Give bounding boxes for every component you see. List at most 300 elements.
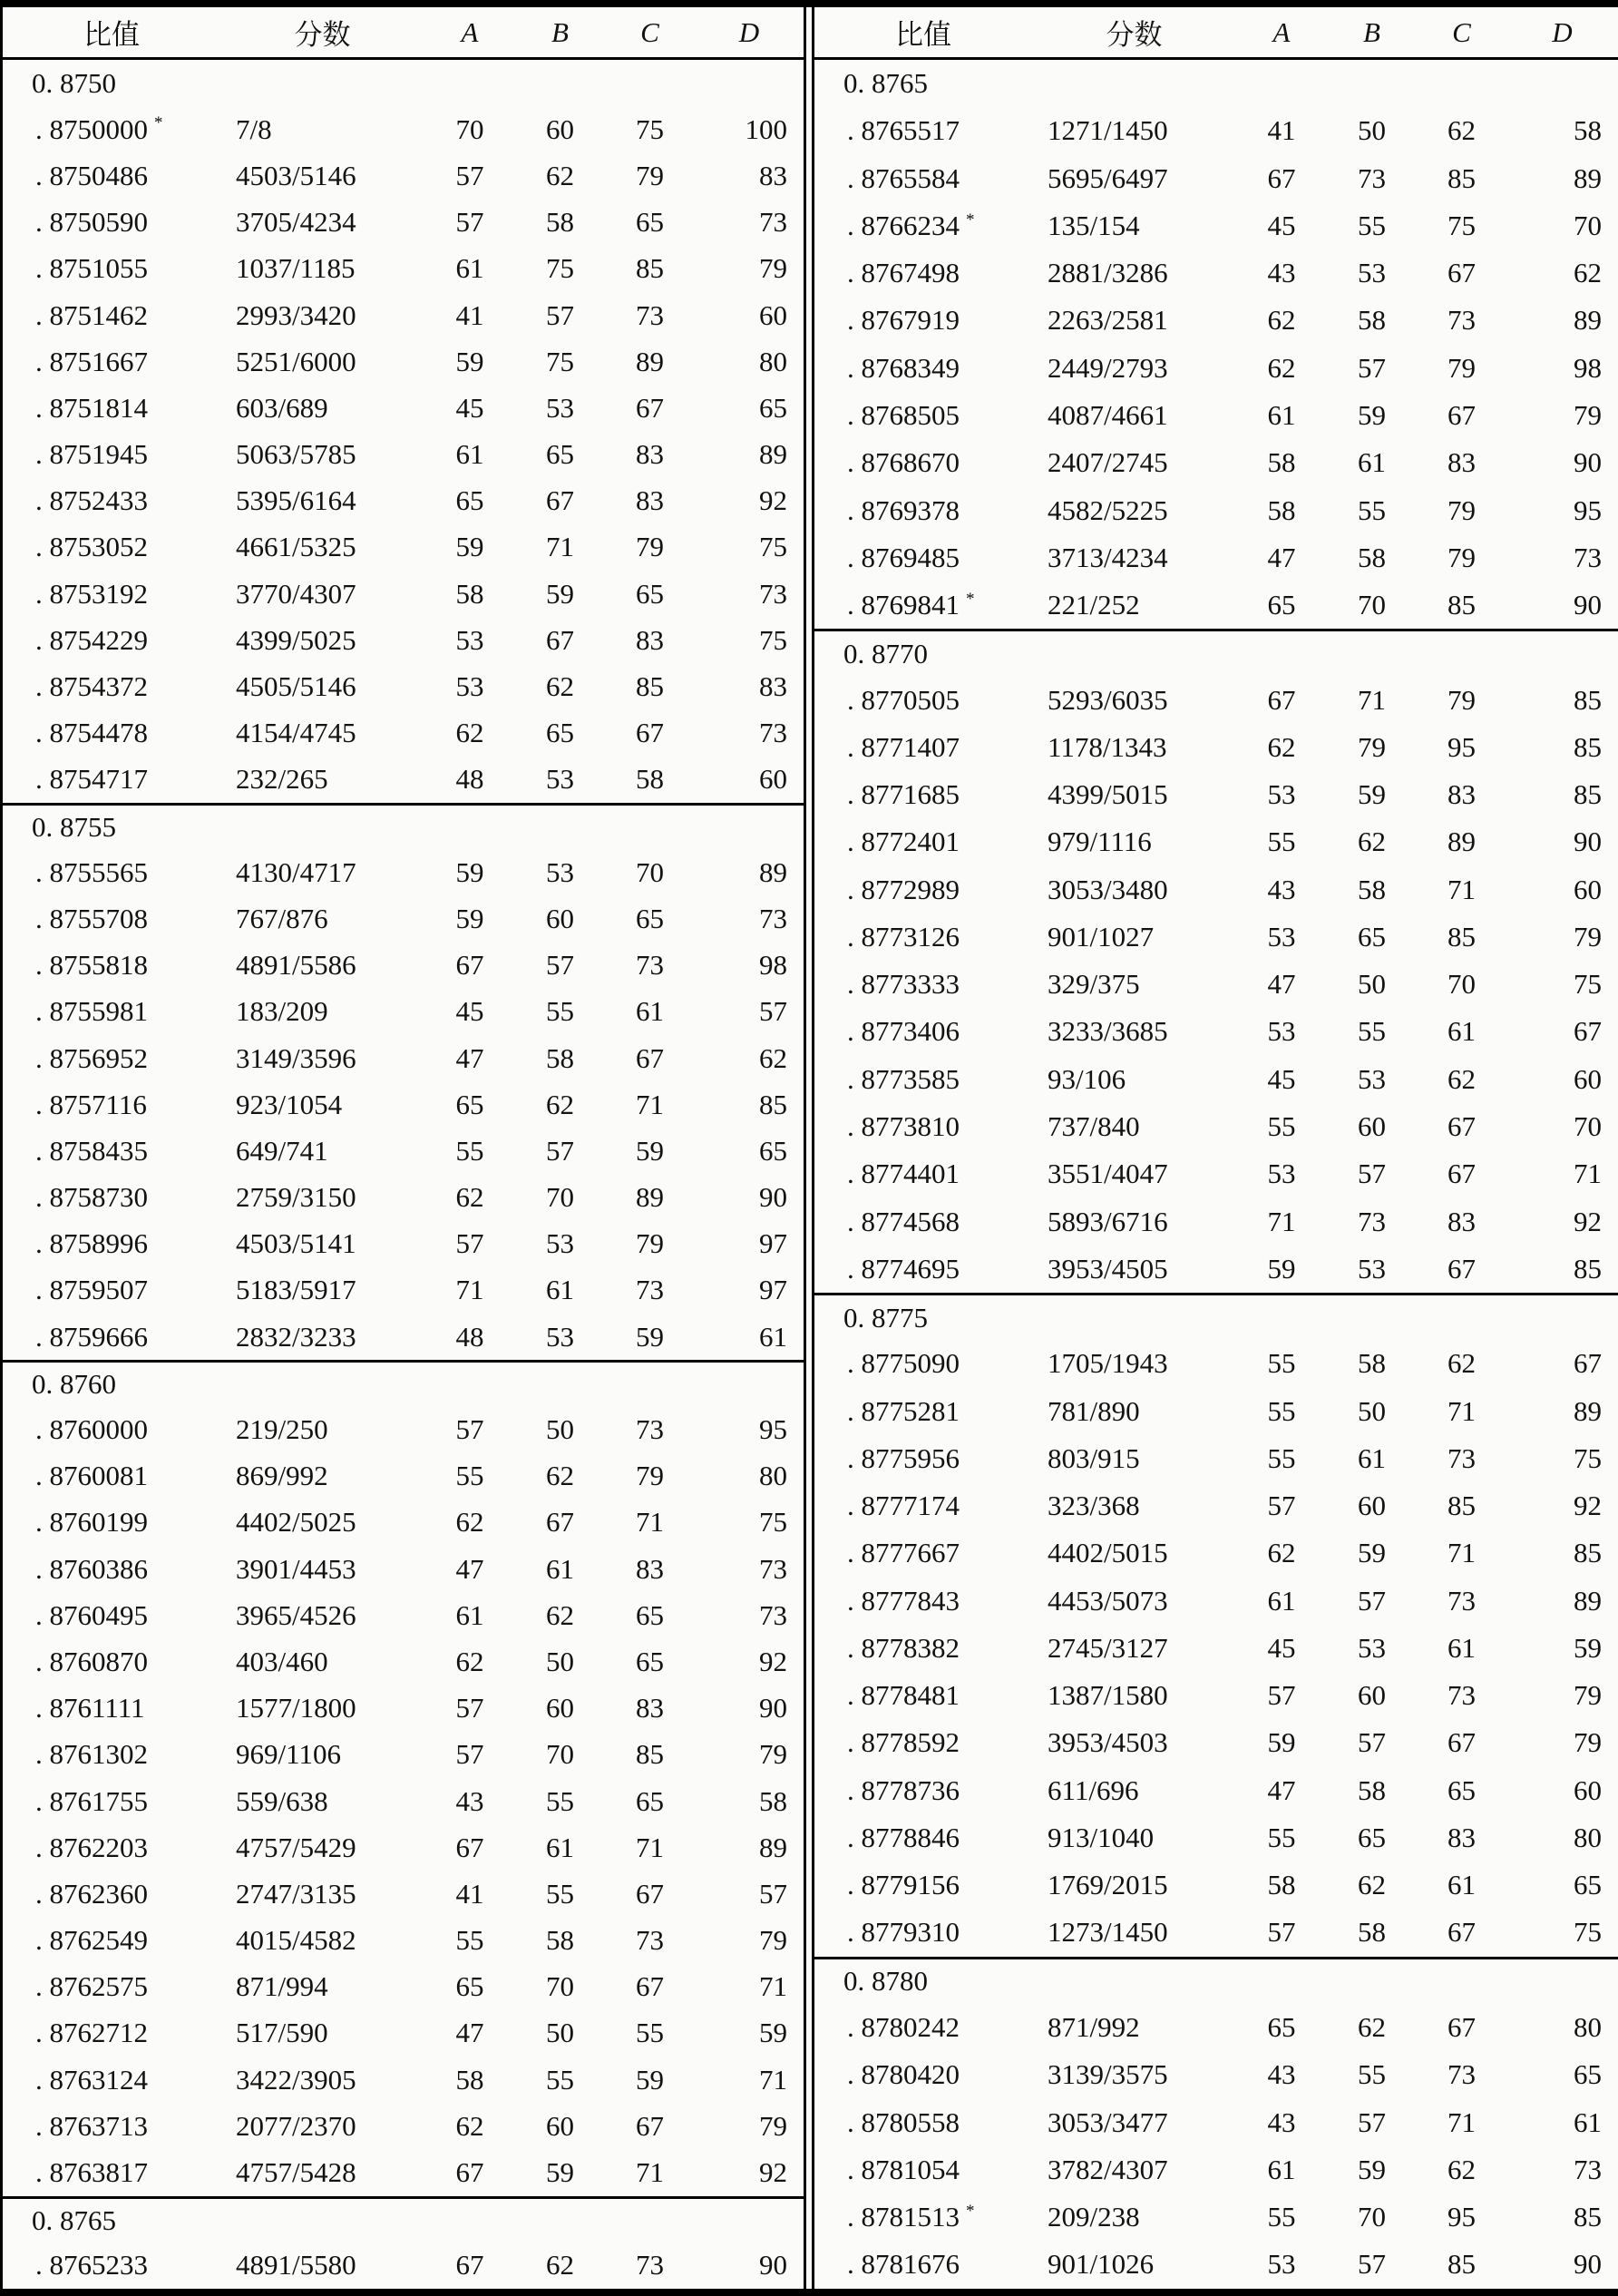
value-a: 62 bbox=[1267, 304, 1296, 337]
fraction-value: 5183/5917 bbox=[236, 1274, 356, 1306]
value-b: 61 bbox=[546, 1552, 574, 1585]
table-content bbox=[3, 7, 1618, 2289]
table-row bbox=[814, 2051, 1618, 2098]
fraction-value: 2832/3233 bbox=[236, 1320, 356, 1353]
fraction-value: 913/1040 bbox=[1048, 1821, 1155, 1853]
fraction-value: 611/696 bbox=[1048, 1773, 1139, 1806]
value-c: 73 bbox=[1447, 1584, 1476, 1617]
header-fraction: 分数 bbox=[294, 19, 351, 51]
fraction-value: 1273/1450 bbox=[1048, 1916, 1168, 1949]
ratio-value: . 8780242 bbox=[847, 2011, 960, 2044]
value-b: 53 bbox=[546, 391, 574, 424]
value-c: 65 bbox=[636, 902, 664, 934]
value-d: 67 bbox=[1574, 1347, 1602, 1380]
fraction-value: 4891/5580 bbox=[236, 2249, 356, 2281]
value-d: 79 bbox=[759, 1924, 787, 1957]
value-a: 45 bbox=[1267, 1062, 1296, 1095]
value-a: 55 bbox=[455, 1460, 484, 1492]
value-b: 60 bbox=[546, 112, 574, 145]
value-a: 47 bbox=[455, 1552, 484, 1585]
table-row bbox=[814, 1103, 1618, 1150]
value-d: 79 bbox=[759, 252, 787, 285]
fraction-value: 871/994 bbox=[236, 1970, 328, 2003]
value-c: 67 bbox=[1447, 1916, 1476, 1949]
value-a: 62 bbox=[455, 1506, 484, 1539]
table-row bbox=[3, 1732, 804, 1778]
value-a: 45 bbox=[1267, 209, 1296, 241]
value-c: 83 bbox=[636, 1692, 664, 1724]
value-a: 53 bbox=[1267, 2248, 1296, 2281]
ratio-value: . 8777667 bbox=[847, 1537, 960, 1569]
value-a: 65 bbox=[455, 1970, 484, 2003]
value-d: 60 bbox=[1574, 1062, 1602, 1095]
ratio-value: . 8765517 bbox=[847, 114, 960, 147]
fraction-value: 3139/3575 bbox=[1048, 2058, 1168, 2091]
value-a: 43 bbox=[1267, 2058, 1296, 2091]
ratio-value: . 8777843 bbox=[847, 1584, 960, 1617]
fraction-value: 3965/4526 bbox=[236, 1598, 356, 1631]
value-b: 59 bbox=[1358, 1537, 1386, 1569]
fraction-value: 3233/3685 bbox=[1048, 1015, 1168, 1048]
value-d: 73 bbox=[1574, 2153, 1602, 2185]
fraction-value: 923/1054 bbox=[236, 1088, 343, 1120]
table-row bbox=[3, 943, 804, 989]
fraction-value: 4661/5325 bbox=[236, 531, 356, 563]
value-a: 43 bbox=[1267, 257, 1296, 289]
section-row bbox=[814, 1957, 1618, 2004]
value-c: 71 bbox=[1447, 1394, 1476, 1427]
value-a: 58 bbox=[1267, 493, 1296, 526]
value-b: 50 bbox=[1358, 1394, 1386, 1427]
table-row bbox=[814, 724, 1618, 771]
value-b: 50 bbox=[546, 2017, 574, 2049]
fraction-value: 232/265 bbox=[236, 763, 328, 796]
value-c: 89 bbox=[636, 345, 664, 377]
table-row bbox=[814, 1387, 1618, 1434]
header-col-d: D bbox=[1552, 15, 1573, 48]
value-b: 70 bbox=[1358, 2201, 1386, 2233]
table-row bbox=[3, 710, 804, 757]
table-row bbox=[3, 1592, 804, 1638]
table-row bbox=[3, 757, 804, 803]
value-a: 55 bbox=[1267, 2201, 1296, 2233]
value-c: 67 bbox=[636, 1877, 664, 1910]
value-c: 73 bbox=[636, 949, 664, 982]
fraction-value: 4891/5586 bbox=[236, 949, 356, 982]
value-d: 85 bbox=[1574, 683, 1602, 716]
table-row bbox=[3, 1918, 804, 1964]
value-a: 62 bbox=[455, 2109, 484, 2142]
table-row bbox=[814, 1861, 1618, 1909]
ratio-value: . 8759507 bbox=[35, 1274, 148, 1306]
table-row bbox=[3, 1638, 804, 1685]
value-d: 73 bbox=[759, 1552, 787, 1585]
header-col-b: B bbox=[551, 15, 569, 48]
value-b: 62 bbox=[546, 159, 574, 191]
value-c: 67 bbox=[1447, 1158, 1476, 1190]
table-row bbox=[814, 1625, 1618, 1672]
table-row bbox=[814, 297, 1618, 344]
value-c: 83 bbox=[1447, 1205, 1476, 1237]
ratio-value: . 8772401 bbox=[847, 826, 960, 858]
value-a: 62 bbox=[1267, 730, 1296, 763]
value-a: 67 bbox=[1267, 683, 1296, 716]
ratio-value: . 8750486 bbox=[35, 159, 148, 191]
value-b: 62 bbox=[546, 670, 574, 703]
value-b: 62 bbox=[1358, 1869, 1386, 1901]
value-b: 58 bbox=[1358, 873, 1386, 905]
value-b: 53 bbox=[546, 1227, 574, 1260]
table-row bbox=[3, 2010, 804, 2057]
value-c: 67 bbox=[636, 2109, 664, 2142]
ratio-value: . 8778481 bbox=[847, 1679, 960, 1712]
ratio-value: . 8778736 bbox=[847, 1773, 960, 1806]
fraction-value: 1769/2015 bbox=[1048, 1869, 1168, 1901]
header-col-c: C bbox=[640, 15, 659, 48]
fraction-value: 2881/3286 bbox=[1048, 257, 1168, 289]
ratio-value: . 8780558 bbox=[847, 2105, 960, 2138]
ratio-value: . 8751055 bbox=[35, 252, 148, 285]
table-row bbox=[3, 1175, 804, 1221]
value-a: 59 bbox=[1267, 1726, 1296, 1759]
value-c: 59 bbox=[636, 1320, 664, 1353]
value-b: 73 bbox=[1358, 161, 1386, 194]
table-row bbox=[814, 1672, 1618, 1719]
section-label: 0. 8775 bbox=[843, 1301, 928, 1334]
left-table-header bbox=[3, 7, 804, 60]
fraction-value: 5251/6000 bbox=[236, 345, 356, 377]
value-a: 47 bbox=[1267, 968, 1296, 1001]
table-row bbox=[814, 2098, 1618, 2145]
value-d: 75 bbox=[1574, 1916, 1602, 1949]
value-c: 61 bbox=[1447, 1015, 1476, 1048]
ratio-value: . 8770505 bbox=[847, 683, 960, 716]
fraction-value: 4402/5025 bbox=[236, 1506, 356, 1539]
table-row bbox=[3, 385, 804, 431]
value-b: 55 bbox=[546, 1784, 574, 1817]
value-a: 43 bbox=[1267, 2105, 1296, 2138]
table-row bbox=[814, 392, 1618, 439]
value-d: 90 bbox=[1574, 2248, 1602, 2281]
value-d: 65 bbox=[1574, 1869, 1602, 1901]
fraction-value: 3901/4453 bbox=[236, 1552, 356, 1585]
value-a: 62 bbox=[1267, 1537, 1296, 1569]
table-row bbox=[814, 914, 1618, 961]
value-b: 75 bbox=[546, 252, 574, 285]
value-d: 73 bbox=[759, 577, 787, 610]
ratio-value: . 8760199 bbox=[35, 1506, 148, 1539]
ratio-value: . 8769485 bbox=[847, 541, 960, 573]
value-a: 61 bbox=[1267, 1584, 1296, 1617]
value-c: 73 bbox=[636, 1413, 664, 1446]
ratio-value: . 8772989 bbox=[847, 873, 960, 905]
value-c: 70 bbox=[1447, 968, 1476, 1001]
table-row bbox=[3, 617, 804, 663]
value-c: 62 bbox=[1447, 1347, 1476, 1380]
value-c: 67 bbox=[1447, 257, 1476, 289]
value-d: 98 bbox=[1574, 351, 1602, 384]
value-b: 59 bbox=[1358, 398, 1386, 431]
value-a: 41 bbox=[1267, 114, 1296, 147]
ratio-value: . 8751667 bbox=[35, 345, 148, 377]
value-a: 57 bbox=[1267, 1679, 1296, 1712]
table-row bbox=[3, 1778, 804, 1824]
table-row bbox=[3, 1824, 804, 1871]
fraction-value: 3770/4307 bbox=[236, 577, 356, 610]
value-c: 71 bbox=[636, 1831, 664, 1863]
value-c: 83 bbox=[1447, 1821, 1476, 1853]
value-b: 55 bbox=[546, 995, 574, 1028]
value-a: 58 bbox=[455, 2063, 484, 2096]
left-table-body bbox=[3, 60, 804, 2289]
value-c: 83 bbox=[636, 623, 664, 656]
table-row bbox=[814, 2193, 1618, 2241]
value-b: 61 bbox=[1358, 446, 1386, 479]
value-a: 58 bbox=[1267, 1869, 1296, 1901]
value-b: 58 bbox=[1358, 1773, 1386, 1806]
value-a: 43 bbox=[1267, 873, 1296, 905]
value-b: 67 bbox=[546, 623, 574, 656]
value-a: 41 bbox=[455, 1877, 484, 1910]
table-row bbox=[3, 1081, 804, 1128]
value-d: 83 bbox=[759, 159, 787, 191]
fraction-value: 2077/2370 bbox=[236, 2109, 356, 2142]
table-row bbox=[814, 202, 1618, 249]
value-c: 67 bbox=[636, 1041, 664, 1074]
value-a: 65 bbox=[1267, 2011, 1296, 2044]
value-d: 89 bbox=[759, 1831, 787, 1863]
section-label: 0. 8770 bbox=[843, 637, 928, 669]
value-b: 61 bbox=[1358, 1441, 1386, 1474]
value-d: 79 bbox=[1574, 1726, 1602, 1759]
value-c: 75 bbox=[636, 112, 664, 145]
ratio-value: . 8774695 bbox=[847, 1252, 960, 1285]
header-fraction: 分数 bbox=[1106, 19, 1163, 51]
value-d: 80 bbox=[759, 345, 787, 377]
table-row bbox=[3, 2057, 804, 2103]
value-a: 71 bbox=[455, 1274, 484, 1306]
value-b: 62 bbox=[1358, 826, 1386, 858]
ratio-value: . 8760870 bbox=[35, 1645, 148, 1677]
value-c: 73 bbox=[1447, 1441, 1476, 1474]
value-a: 55 bbox=[1267, 1441, 1296, 1474]
fraction-value: 869/992 bbox=[236, 1460, 328, 1492]
value-c: 73 bbox=[636, 1924, 664, 1957]
value-b: 75 bbox=[546, 345, 574, 377]
table-row bbox=[3, 1128, 804, 1174]
value-a: 67 bbox=[1267, 161, 1296, 194]
value-d: 75 bbox=[1574, 968, 1602, 1001]
value-b: 57 bbox=[546, 298, 574, 331]
value-d: 97 bbox=[759, 1227, 787, 1260]
value-d: 60 bbox=[1574, 873, 1602, 905]
ratio-value: . 8773810 bbox=[847, 1109, 960, 1142]
value-b: 57 bbox=[546, 949, 574, 982]
value-c: 83 bbox=[1447, 778, 1476, 811]
value-a: 47 bbox=[1267, 541, 1296, 573]
fraction-value: 4505/5146 bbox=[236, 670, 356, 703]
value-d: 65 bbox=[759, 391, 787, 424]
table-row bbox=[3, 1500, 804, 1546]
ratio-value: . 8765233 bbox=[35, 2249, 148, 2281]
value-a: 45 bbox=[455, 995, 484, 1028]
ratio-value: . 8769841 * bbox=[847, 589, 975, 621]
value-b: 57 bbox=[1358, 351, 1386, 384]
value-b: 53 bbox=[546, 855, 574, 888]
fraction-value: 4757/5428 bbox=[236, 2156, 356, 2189]
table-row bbox=[814, 1482, 1618, 1529]
value-a: 45 bbox=[1267, 1631, 1296, 1664]
value-c: 73 bbox=[636, 298, 664, 331]
ratio-value: . 8778382 bbox=[847, 1631, 960, 1664]
value-d: 90 bbox=[759, 1692, 787, 1724]
ratio-value: . 8765584 bbox=[847, 161, 960, 194]
value-b: 57 bbox=[1358, 1584, 1386, 1617]
value-d: 75 bbox=[759, 1506, 787, 1539]
value-d: 70 bbox=[1574, 209, 1602, 241]
fraction-value: 2407/2745 bbox=[1048, 446, 1168, 479]
ratio-value: . 8751814 bbox=[35, 391, 148, 424]
value-c: 70 bbox=[636, 855, 664, 888]
value-d: 85 bbox=[1574, 778, 1602, 811]
table-row bbox=[3, 849, 804, 895]
ratio-value: . 8773126 bbox=[847, 920, 960, 953]
value-c: 95 bbox=[1447, 2201, 1476, 2233]
ratio-value: . 8771685 bbox=[847, 778, 960, 811]
table-row bbox=[3, 478, 804, 524]
header-ratio: 比值 bbox=[83, 19, 140, 51]
value-b: 59 bbox=[1358, 2153, 1386, 2185]
value-a: 58 bbox=[455, 577, 484, 610]
fraction-value: 2263/2581 bbox=[1048, 304, 1168, 337]
fraction-value: 4399/5015 bbox=[1048, 778, 1168, 811]
value-b: 58 bbox=[546, 206, 574, 239]
value-b: 53 bbox=[1358, 1252, 1386, 1285]
value-b: 58 bbox=[1358, 1347, 1386, 1380]
table-row bbox=[3, 1964, 804, 2010]
value-b: 62 bbox=[546, 1088, 574, 1120]
table-row bbox=[814, 249, 1618, 297]
ratio-value: . 8767919 bbox=[847, 304, 960, 337]
value-d: 89 bbox=[1574, 1584, 1602, 1617]
value-c: 85 bbox=[1447, 2248, 1476, 2281]
value-b: 70 bbox=[546, 1970, 574, 2003]
ratio-value: . 8773406 bbox=[847, 1015, 960, 1048]
value-a: 47 bbox=[455, 2017, 484, 2049]
value-b: 57 bbox=[1358, 2248, 1386, 2281]
value-c: 85 bbox=[1447, 161, 1476, 194]
ratio-value: . 8762712 bbox=[35, 2017, 148, 2049]
asterisk-marker: * bbox=[966, 2201, 975, 2221]
value-b: 53 bbox=[546, 1320, 574, 1353]
value-b: 62 bbox=[546, 2249, 574, 2281]
value-d: 71 bbox=[1574, 1158, 1602, 1190]
value-d: 83 bbox=[759, 670, 787, 703]
value-a: 57 bbox=[455, 1738, 484, 1771]
value-b: 55 bbox=[546, 2063, 574, 2096]
value-a: 57 bbox=[455, 1692, 484, 1724]
fraction-value: 781/890 bbox=[1048, 1394, 1140, 1427]
value-c: 83 bbox=[1447, 446, 1476, 479]
fraction-value: 871/992 bbox=[1048, 2011, 1140, 2044]
value-b: 55 bbox=[1358, 2058, 1386, 2091]
value-c: 95 bbox=[1447, 730, 1476, 763]
value-a: 57 bbox=[1267, 1916, 1296, 1949]
header-col-a: A bbox=[461, 15, 479, 48]
value-c: 62 bbox=[1447, 2153, 1476, 2185]
fraction-value: 4582/5225 bbox=[1048, 493, 1168, 526]
value-a: 55 bbox=[455, 1924, 484, 1957]
value-b: 61 bbox=[546, 1831, 574, 1863]
value-d: 92 bbox=[759, 2156, 787, 2189]
value-c: 62 bbox=[1447, 1062, 1476, 1095]
fraction-value: 517/590 bbox=[236, 2017, 328, 2049]
table-row bbox=[814, 1056, 1618, 1103]
value-c: 71 bbox=[1447, 2105, 1476, 2138]
table-row bbox=[3, 106, 804, 152]
fraction-value: 2745/3127 bbox=[1048, 1631, 1168, 1664]
ratio-value: . 8757116 bbox=[35, 1088, 147, 1120]
value-b: 53 bbox=[546, 763, 574, 796]
table-row bbox=[814, 1246, 1618, 1293]
value-c: 67 bbox=[1447, 398, 1476, 431]
value-b: 55 bbox=[1358, 209, 1386, 241]
section-row bbox=[814, 1293, 1618, 1340]
table-row bbox=[814, 676, 1618, 723]
value-d: 85 bbox=[1574, 1537, 1602, 1569]
ratio-value: . 8763817 bbox=[35, 2156, 148, 2189]
value-d: 90 bbox=[759, 2249, 787, 2281]
table-row bbox=[3, 338, 804, 385]
ratio-value: . 8751945 bbox=[35, 438, 148, 471]
ratio-value: . 8750000 * bbox=[35, 112, 163, 145]
value-a: 59 bbox=[455, 345, 484, 377]
value-d: 67 bbox=[1574, 1015, 1602, 1048]
value-a: 71 bbox=[1267, 1205, 1296, 1237]
value-d: 60 bbox=[1574, 1773, 1602, 1806]
fraction-value: 979/1116 bbox=[1048, 826, 1152, 858]
ratio-value: . 8753192 bbox=[35, 577, 148, 610]
value-a: 55 bbox=[1267, 1109, 1296, 1142]
value-d: 97 bbox=[759, 1274, 787, 1306]
table-row bbox=[814, 818, 1618, 865]
value-c: 71 bbox=[636, 1506, 664, 1539]
ratio-value: . 8774568 bbox=[847, 1205, 960, 1237]
fraction-value: 3953/4505 bbox=[1048, 1252, 1168, 1285]
ratio-value: . 8763124 bbox=[35, 2063, 148, 2096]
value-a: 57 bbox=[455, 206, 484, 239]
value-a: 61 bbox=[455, 252, 484, 285]
table-row bbox=[3, 1406, 804, 1452]
fraction-value: 3053/3480 bbox=[1048, 873, 1168, 905]
value-b: 55 bbox=[1358, 1015, 1386, 1048]
value-d: 80 bbox=[1574, 1821, 1602, 1853]
ratio-value: . 8755818 bbox=[35, 949, 148, 982]
header-col-a: A bbox=[1272, 15, 1291, 48]
value-d: 90 bbox=[1574, 826, 1602, 858]
fraction-value: 969/1106 bbox=[236, 1738, 341, 1771]
ratio-value: . 8775281 bbox=[847, 1394, 960, 1427]
value-d: 62 bbox=[759, 1041, 787, 1074]
fraction-value: 4399/5025 bbox=[236, 623, 356, 656]
ratio-value: . 8780420 bbox=[847, 2058, 960, 2091]
value-d: 92 bbox=[759, 484, 787, 517]
asterisk-marker: * bbox=[966, 210, 975, 230]
section-label: 0. 8765 bbox=[843, 67, 928, 100]
value-d: 57 bbox=[759, 995, 787, 1028]
value-a: 57 bbox=[455, 1413, 484, 1446]
ratio-value: . 8778592 bbox=[847, 1726, 960, 1759]
